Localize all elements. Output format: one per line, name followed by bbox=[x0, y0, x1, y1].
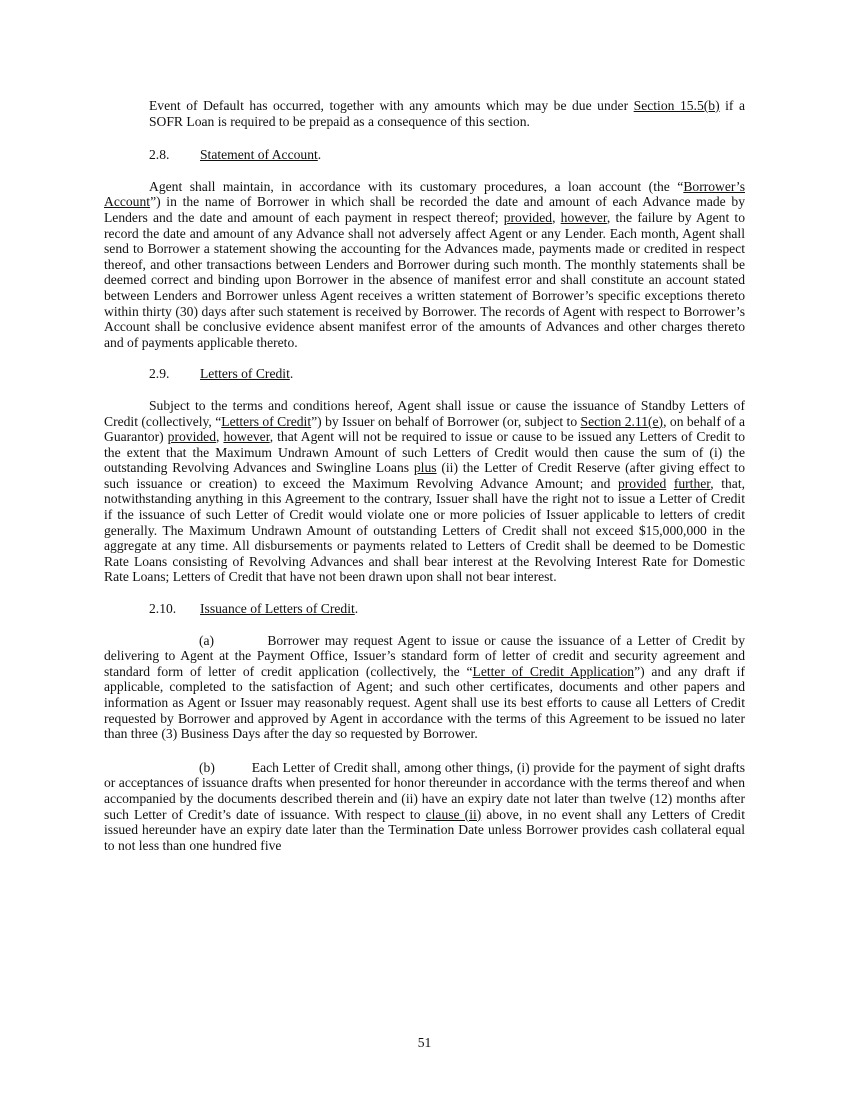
section-2-9-paragraph: Subject to the terms and conditions hereof, Agent shall issue or cause the issuance of Standby Letters of Credit (collectively, “Letters of Credit”) by Issuer on behalf of Borrower (or, subject to Section 2.11(e), on behalf of a Guarantor) provided, however, that Agent will not be required to issue or cause to be issued any Letters of Credit to the extent that the Maximum Undrawn Amount of such Letters of Credit would then cause the sum of (i) the outstanding Revolving Advances and Swingline Loans plus (ii) the Letter of Credit Reserve (after giving effect to such issuance or creation) to exceed the Maximum Revolving Advance Amount; and provided further, that, notwithstanding anything in this Agreement to the contrary, Issuer shall have the right not to issue a Letter of Credit if the issuance of such Letter of Credit would violate one or more policies of Issuer applicable to letters of credit generally. The Maximum Undrawn Amount of outstanding Letters of Credit shall not exceed $15,000,000 in the aggregate at any time. All disbursements or payments related to Letters of Credit shall be deemed to be Domestic Rate Loans consisting of Revolving Advances and shall bear interest at the Revolving Interest Rate for Domestic Rate Loans; Letters of Credit that have not been drawn upon shall not bear interest. bbox=[104, 397, 746, 585]
defined-term: plus bbox=[413, 460, 437, 476]
defined-term: further bbox=[673, 475, 711, 491]
section-2-10-heading: 2.10. Issuance of Letters of Credit. bbox=[149, 601, 359, 617]
section-title: Letters of Credit bbox=[200, 366, 290, 382]
section-2-10-b-paragraph: (b) Each Letter of Credit shall, among other things, (i) provide for the payment of sight drafts or acceptances of issuance drafts when presented for honor thereunder in accordance with the terms thereof and when accompanied by the documents described therein and (ii) have an expiry date not later than twelve (12) months after such Letter of Credit’s date of issuance. With respect to clause (ii) above, in no event shall any Letters of Credit issued hereunder have an expiry date later than the Termination Date unless Borrower provides cash collateral equal to not less than one hundred five bbox=[104, 759, 745, 853]
defined-term: Borrower’s Account bbox=[104, 178, 745, 210]
section-2-10-a-paragraph: (a) Borrower may request Agent to issue or cause the issuance of a Letter of Credit by delivering to Agent at the Payment Office, Issuer’s standard form of letter of credit and security agreement and standard form of letter of credit application (collectively, the “Letter of Credit Application”) and any draft if applicable, completed to the satisfaction of Agent; and such other certificates, documents and other papers and information as Agent or Issuer may reasonably request. Agent shall use its best efforts to cause all Letters of Credit requested by Borrower and approved by Agent in accordance with the terms of this Agreement to be issued no later than three (3) Business Days after the day so requested by Borrower. bbox=[104, 632, 745, 742]
defined-term: however bbox=[560, 209, 607, 225]
section-2-8-heading: 2.8. Statement of Account. bbox=[149, 147, 322, 163]
defined-term: however bbox=[223, 429, 270, 445]
defined-term: provided bbox=[167, 429, 216, 445]
section-2-8-paragraph: Agent shall maintain, in accordance with its customary procedures, a loan account (the “Borrower’s Account”) in the name of Borrower in which shall be recorded the date and amount of each Advance made by Lenders and the date and amount of each payment in respect thereof; provided, however, the failure by Agent to record the date and amount of any Advance shall not adversely affect Agent or any Lender. Each month, Agent shall send to Borrower a statement showing the accounting for the Advances made, payments made or credited in respect thereof, and other transactions between Lenders and Borrower during such month. The monthly statements shall be deemed correct and binding upon Borrower in the absence of manifest error and shall constitute an account stated between Lenders and Borrower unless Agent receives a written statement of Borrower’s specific exceptions thereto within thirty (30) days after such statement is received by Borrower. The records of Agent with respect to Borrower’s Account shall be conclusive evidence absent manifest error of the amounts of Advances and other charges thereto and of payments applicable thereto. bbox=[104, 178, 746, 350]
defined-term: provided bbox=[503, 209, 553, 225]
section-title: Statement of Account bbox=[200, 147, 318, 163]
clause-label: (a) bbox=[199, 632, 215, 648]
defined-term: Letter of Credit Application bbox=[472, 663, 635, 679]
document-page bbox=[104, 98, 745, 853]
clause-reference: clause (ii) bbox=[425, 806, 482, 822]
defined-term: provided bbox=[617, 475, 667, 491]
clause-label: (b) bbox=[199, 759, 215, 775]
section-number: 2.8. bbox=[149, 147, 170, 163]
intro-paragraph: Event of Default has occurred, together with any amounts which may be due under Section 15.5(b) if a SOFR Loan is required to be prepaid as a consequence of this section. bbox=[149, 98, 745, 129]
section-reference: Section 2.11(e) bbox=[580, 413, 664, 429]
section-title: Issuance of Letters of Credit bbox=[200, 601, 355, 617]
section-reference: Section 15.5(b) bbox=[633, 98, 720, 113]
defined-term: Letters of Credit bbox=[221, 413, 312, 429]
section-number: 2.9. bbox=[149, 366, 170, 382]
section-2-9-heading: 2.9. Letters of Credit. bbox=[149, 366, 294, 382]
section-number: 2.10. bbox=[149, 601, 177, 617]
page-number: 51 bbox=[417, 1035, 432, 1050]
